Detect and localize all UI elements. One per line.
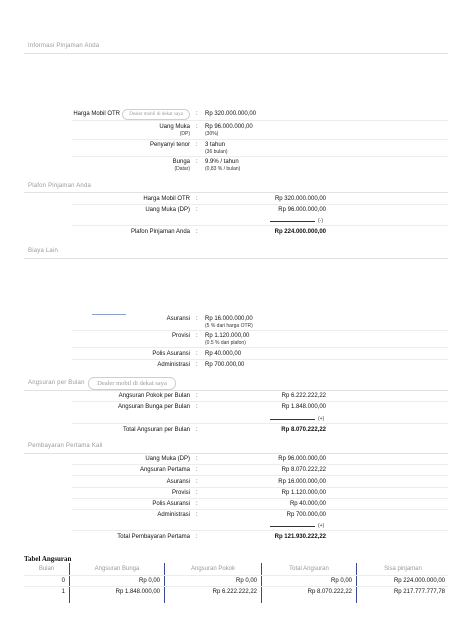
tenor-value: 3 tahun bbox=[205, 142, 226, 148]
first-payment-row-value: Rp 16.000.000,00 bbox=[278, 479, 326, 485]
monthly-total-value: Rp 8.070.222,22 bbox=[281, 427, 326, 433]
table-row-divider bbox=[24, 575, 448, 576]
ceiling-row-label: Uang Muka (DP) bbox=[145, 207, 190, 213]
first-payment-row-value: Rp 1.120.000,00 bbox=[281, 490, 326, 496]
divider bbox=[24, 53, 448, 54]
divider bbox=[24, 258, 448, 259]
ceiling-total-label: Plafon Pinjaman Anda bbox=[130, 229, 190, 235]
dealer-nearby-link[interactable]: Dealer mobil di dekat saya bbox=[88, 377, 176, 390]
tenor-months: (36 bulan) bbox=[205, 149, 228, 155]
column-header: Angsuran Pokok bbox=[190, 566, 236, 572]
car-price-value: Rp 320.000.000,00 bbox=[205, 111, 257, 117]
row-divider bbox=[72, 498, 448, 499]
insurance-note: (5 % dari harga OTR) bbox=[205, 323, 253, 329]
colon: : bbox=[196, 534, 198, 540]
row-divider bbox=[72, 225, 448, 226]
car-price-label: Harga Mobil OTR bbox=[73, 111, 120, 117]
ceiling-row-value: Rp 320.000.000,00 bbox=[274, 196, 326, 202]
insurance-label: Asuransi bbox=[166, 316, 190, 322]
loan-ceiling-title: Plafon Pinjaman Anda bbox=[28, 183, 92, 189]
accent-line bbox=[92, 314, 126, 315]
colon: : bbox=[196, 316, 198, 322]
first-payment-row-label: Provisi bbox=[171, 490, 190, 496]
minus-sign: (-) bbox=[318, 218, 323, 224]
column-header: Total Angsuran bbox=[289, 566, 329, 572]
table-row-divider bbox=[24, 586, 448, 587]
divider bbox=[24, 192, 448, 193]
plus-sign: (+) bbox=[318, 523, 325, 529]
colon: : bbox=[196, 111, 198, 117]
plus-sign: (+) bbox=[318, 416, 325, 422]
interest-monthly: (0,83 % / bulan) bbox=[205, 166, 241, 172]
colon: : bbox=[196, 467, 198, 473]
colon: : bbox=[196, 479, 198, 485]
row-divider bbox=[72, 359, 448, 360]
first-payment-row-label: Administrasi bbox=[157, 512, 190, 518]
colon: : bbox=[196, 229, 198, 235]
first-payment-row-label: Polis Asuransi bbox=[152, 501, 190, 507]
colon: : bbox=[196, 142, 198, 148]
first-payment-title: Pembayaran Pertama Kali bbox=[28, 443, 103, 449]
sum-line bbox=[270, 526, 315, 527]
admin-label: Administrasi bbox=[157, 362, 190, 368]
first-payment-total-label: Total Pembayaran Pertama bbox=[117, 534, 190, 540]
column-header: Angsuran Bunga bbox=[94, 566, 140, 572]
first-payment-row-value: Rp 700.000,00 bbox=[286, 512, 326, 518]
schedule-title: Tabel Angsuran bbox=[24, 555, 72, 563]
down-payment-sublabel: (DP) bbox=[179, 131, 190, 137]
first-payment-row-label: Asuransi bbox=[166, 479, 190, 485]
first-payment-row-label: Angsuran Pertama bbox=[139, 467, 190, 473]
colon: : bbox=[196, 196, 198, 202]
policy-value: Rp 40.000,00 bbox=[205, 351, 242, 357]
interest-label: Bunga bbox=[172, 159, 190, 165]
first-payment-row-label: Uang Muka (DP) bbox=[145, 456, 190, 462]
loan-info-title: Informasi Pinjaman Anda bbox=[28, 43, 100, 49]
row-divider bbox=[72, 156, 448, 157]
colon: : bbox=[196, 427, 198, 433]
row-divider bbox=[72, 487, 448, 488]
first-payment-row-value: Rp 40.000,00 bbox=[289, 501, 326, 507]
tenor-label: Penyanyi tenor bbox=[149, 142, 190, 148]
down-payment-percent: (30%) bbox=[205, 131, 219, 137]
interest-value: 9.9% / tahun bbox=[205, 159, 239, 165]
table-cell: Rp 224.000.000,00 bbox=[393, 578, 445, 584]
colon: : bbox=[196, 501, 198, 507]
ceiling-total-value: Rp 224.000.000,00 bbox=[274, 229, 326, 235]
divider bbox=[24, 390, 448, 391]
dealer-nearby-link[interactable]: Dealer mobil di dekat saya bbox=[122, 109, 190, 120]
table-cell: 1 bbox=[61, 589, 65, 595]
colon: : bbox=[196, 362, 198, 368]
down-payment-value: Rp 96.000.000,00 bbox=[205, 124, 253, 130]
row-divider bbox=[72, 530, 448, 531]
admin-value: Rp 700.000,00 bbox=[205, 362, 245, 368]
first-payment-row-value: Rp 8.070.222,22 bbox=[281, 467, 326, 473]
row-divider bbox=[72, 204, 448, 205]
down-payment-label: Uang Muka bbox=[159, 124, 190, 130]
table-cell: Rp 1.848.000,00 bbox=[115, 589, 160, 595]
row-divider bbox=[72, 464, 448, 465]
first-payment-total-value: Rp 121.930.222,22 bbox=[274, 534, 326, 540]
provision-label: Provisi bbox=[171, 333, 190, 339]
monthly-row-value: Rp 6.222.222,22 bbox=[281, 393, 326, 399]
sum-line bbox=[270, 419, 315, 420]
insurance-value: Rp 16.000.000,00 bbox=[205, 316, 253, 322]
monthly-row-label: Angsuran Pokok per Bulan bbox=[118, 393, 190, 399]
ceiling-row-label: Harga Mobil OTR bbox=[143, 196, 190, 202]
divider bbox=[24, 453, 448, 454]
table-cell: Rp 217.777.777,78 bbox=[393, 589, 445, 595]
table-cell: Rp 0,00 bbox=[138, 578, 160, 584]
colon: : bbox=[196, 404, 198, 410]
table-cell: Rp 8.070.222,22 bbox=[307, 589, 352, 595]
row-divider bbox=[72, 509, 448, 510]
column-header: Sisa pinjaman bbox=[384, 566, 422, 572]
colon: : bbox=[196, 333, 198, 339]
provision-note: (0.5 % dari plafon) bbox=[205, 340, 246, 346]
colon: : bbox=[196, 207, 198, 213]
column-header: Bulan bbox=[38, 566, 55, 572]
table-cell: Rp 0,00 bbox=[330, 578, 352, 584]
interest-sublabel: (Datar) bbox=[174, 166, 190, 172]
colon: : bbox=[196, 351, 198, 357]
colon: : bbox=[196, 124, 198, 130]
monthly-title: Angsuran per Bulan bbox=[28, 380, 85, 386]
policy-label: Polis Asuransi bbox=[152, 351, 190, 357]
provision-value: Rp 1.120.000,00 bbox=[205, 333, 250, 339]
colon: : bbox=[196, 159, 198, 165]
other-costs-title: Biaya Lain bbox=[28, 248, 59, 254]
monthly-total-label: Total Angsuran per Bulan bbox=[122, 427, 190, 433]
colon: : bbox=[196, 490, 198, 496]
row-divider bbox=[72, 139, 448, 140]
row-divider bbox=[72, 330, 448, 331]
first-payment-row-value: Rp 96.000.000,00 bbox=[278, 456, 326, 462]
table-cell: Rp 6.222.222,22 bbox=[212, 589, 257, 595]
row-divider bbox=[72, 347, 448, 348]
colon: : bbox=[196, 512, 198, 518]
row-divider bbox=[72, 401, 448, 402]
ceiling-row-value: Rp 96.000.000,00 bbox=[278, 207, 326, 213]
monthly-row-label: Angsuran Bunga per Bulan bbox=[117, 404, 190, 410]
sum-line bbox=[270, 221, 315, 222]
colon: : bbox=[196, 456, 198, 462]
row-divider bbox=[72, 120, 448, 121]
monthly-row-value: Rp 1.848.000,00 bbox=[281, 404, 326, 410]
table-cell: Rp 0,00 bbox=[235, 578, 257, 584]
row-divider bbox=[72, 475, 448, 476]
colon: : bbox=[196, 393, 198, 399]
table-cell: 0 bbox=[61, 578, 65, 584]
row-divider bbox=[72, 423, 448, 424]
